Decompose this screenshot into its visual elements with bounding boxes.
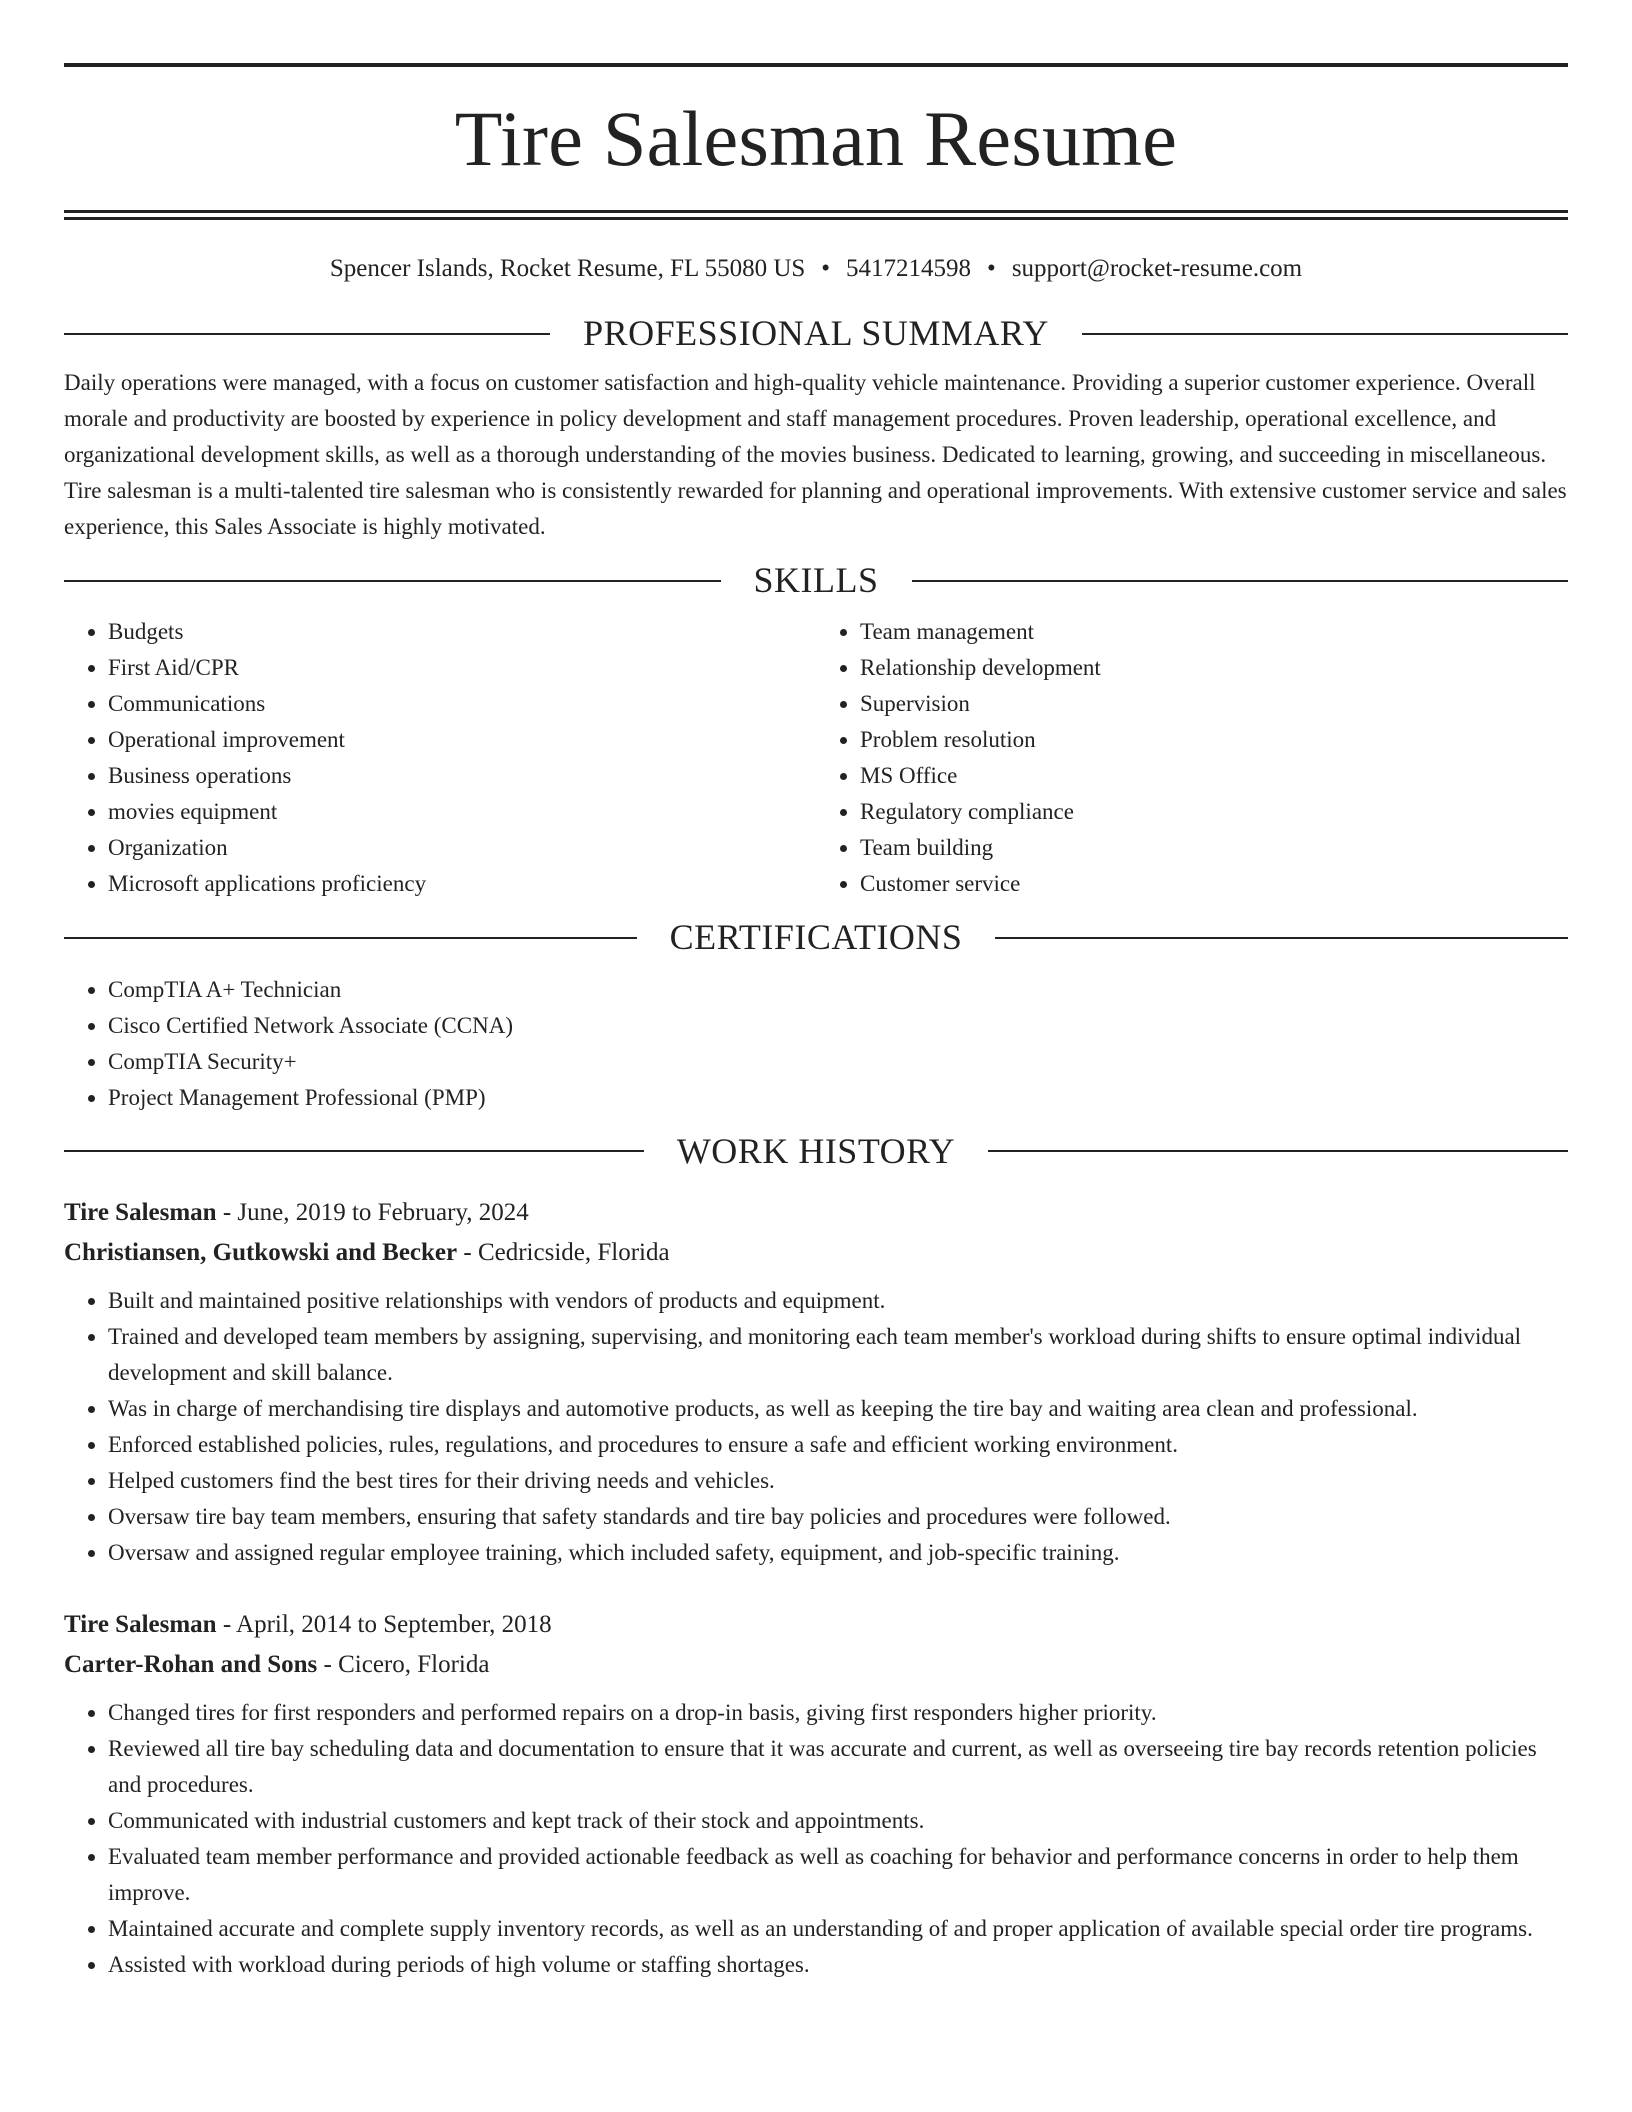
skill-item: • Budgets bbox=[108, 614, 816, 650]
job-entry bbox=[64, 1193, 1568, 1571]
job-bullet: • Oversaw and assigned regular employee training, which included safety, equipment, and job-specific training. bbox=[108, 1535, 1568, 1571]
skill-item: • Team building bbox=[860, 830, 1568, 866]
job-dash: - bbox=[216, 1198, 238, 1226]
skills-list-right bbox=[816, 614, 1568, 902]
title-double-rule bbox=[64, 210, 1568, 220]
page-title: Tire Salesman Resume bbox=[454, 95, 1178, 182]
job-bullets bbox=[64, 1283, 1568, 1571]
section-rule bbox=[64, 937, 637, 939]
job-bullet: • Enforced established policies, rules, regulations, and procedures to ensure a safe and efficient working environment. bbox=[108, 1427, 1568, 1463]
job-bullet: • Assisted with workload during periods of high volume or staffing shortages. bbox=[108, 1947, 1568, 1983]
skill-item: • Team management bbox=[860, 614, 1568, 650]
job-bullet: • Oversaw tire bay team members, ensuring that safety standards and tire bay policies and procedures were followed. bbox=[108, 1499, 1568, 1535]
work-history-list bbox=[64, 1193, 1568, 1983]
contact-separator: • bbox=[987, 255, 996, 282]
job-company: Carter-Rohan and Sons bbox=[64, 1650, 318, 1678]
contact-phone[interactable]: 5417214598 bbox=[846, 255, 972, 282]
certifications-section-header bbox=[64, 916, 1568, 959]
job-dates: April, 2014 to September, 2018 bbox=[236, 1610, 552, 1638]
certifications-heading: CERTIFICATIONS bbox=[669, 917, 963, 958]
job-title-line bbox=[64, 1605, 1568, 1645]
work-heading: WORK HISTORY bbox=[676, 1130, 956, 1171]
skill-item: • First Aid/CPR bbox=[108, 650, 816, 686]
top-rule bbox=[64, 63, 1568, 67]
certification-item: • CompTIA Security+ bbox=[108, 1044, 1568, 1080]
section-rule bbox=[988, 1150, 1568, 1152]
skill-item: • Communications bbox=[108, 686, 816, 722]
job-bullet: • Maintained accurate and complete supply inventory records, as well as an understanding of and proper application of available special order tire programs. bbox=[108, 1911, 1568, 1947]
skill-item: • Supervision bbox=[860, 686, 1568, 722]
contact-email[interactable]: support@rocket-resume.com bbox=[1011, 255, 1303, 282]
job-bullet: • Built and maintained positive relationships with vendors of products and equipment. bbox=[108, 1283, 1568, 1319]
certification-item: • Project Management Professional (PMP) bbox=[108, 1080, 1568, 1116]
job-company: Christiansen, Gutkowski and Becker bbox=[64, 1238, 458, 1266]
certification-item: • CompTIA A+ Technician bbox=[108, 972, 1568, 1008]
job-bullet: • Communicated with industrial customers and kept track of their stock and appointments. bbox=[108, 1803, 1568, 1839]
contact-address: Spencer Islands, Rocket Resume, FL 55080 US bbox=[329, 255, 806, 282]
skill-item: • Microsoft applications proficiency bbox=[108, 866, 816, 902]
contact-separator: • bbox=[821, 255, 831, 282]
job-dash: - bbox=[457, 1238, 478, 1266]
certification-item: • Cisco Certified Network Associate (CCNA) bbox=[108, 1008, 1568, 1044]
job-dates: June, 2019 to February, 2024 bbox=[237, 1198, 529, 1226]
job-company-line bbox=[64, 1233, 1568, 1273]
section-rule bbox=[64, 1150, 644, 1152]
skill-item: • Business operations bbox=[108, 758, 816, 794]
job-bullet: • Was in charge of merchandising tire displays and automotive products, as well as keeping the tire bay and waiting area clean and professional. bbox=[108, 1391, 1568, 1427]
job-bullets bbox=[64, 1695, 1568, 1983]
skill-item: • movies equipment bbox=[108, 794, 816, 830]
section-rule bbox=[912, 580, 1569, 582]
skills-list-left bbox=[64, 614, 816, 902]
job-title-line bbox=[64, 1193, 1568, 1233]
job-bullet: • Trained and developed team members by assigning, supervising, and monitoring each team member's workload during shifts to ensure optimal individual development and skill balance. bbox=[108, 1319, 1568, 1391]
section-rule bbox=[1082, 333, 1568, 335]
skill-item: • Customer service bbox=[860, 866, 1568, 902]
section-rule bbox=[995, 937, 1568, 939]
skill-item: • Regulatory compliance bbox=[860, 794, 1568, 830]
summary-section-header bbox=[64, 312, 1568, 355]
job-location: Cedricside, Florida bbox=[477, 1238, 670, 1266]
summary-heading: PROFESSIONAL SUMMARY bbox=[583, 313, 1049, 353]
skills-grid bbox=[64, 614, 1568, 902]
section-rule bbox=[64, 333, 550, 335]
skill-item: • Problem resolution bbox=[860, 722, 1568, 758]
skill-item: • Operational improvement bbox=[108, 722, 816, 758]
job-dash: - bbox=[216, 1610, 237, 1638]
job-title: Tire Salesman bbox=[64, 1198, 217, 1226]
summary-text: Daily operations were managed, with a focus on customer satisfaction and high-quality vehicle maintenance. Providing a superior customer experience. Overall morale and productivity are boosted by experience in policy development and staff management procedures. Proven leadership, operational excellence, and organizational development skills, as well as a thorough understanding of the movies business. Dedicated to learning, growing, and succeeding in miscellaneous. Tire salesman is a multi-talented tire salesman who is consistently rewarded for planning and operational improvements. With extensive customer service and sales experience, this Sales Associate is highly motivated. bbox=[64, 370, 1567, 540]
job-entry bbox=[64, 1605, 1568, 1983]
certifications-list bbox=[64, 972, 1568, 1116]
job-title: Tire Salesman bbox=[64, 1610, 217, 1638]
job-bullet: • Reviewed all tire bay scheduling data and documentation to ensure that it was accurate and current, as well as overseeing tire bay records retention policies and procedures. bbox=[108, 1731, 1568, 1803]
job-company-line bbox=[64, 1645, 1568, 1685]
work-section-header bbox=[64, 1130, 1568, 1173]
job-location: Cicero, Florida bbox=[338, 1650, 490, 1678]
skills-section-header bbox=[64, 559, 1568, 602]
job-bullet: • Evaluated team member performance and provided actionable feedback as well as coaching for behavior and performance concerns in order to help them improve. bbox=[108, 1839, 1568, 1911]
skill-item: • Relationship development bbox=[860, 650, 1568, 686]
job-dash: - bbox=[317, 1650, 339, 1678]
skills-heading: SKILLS bbox=[753, 560, 879, 601]
job-bullet: • Changed tires for first responders and performed repairs on a drop-in basis, giving first responders higher priority. bbox=[108, 1695, 1568, 1731]
section-rule bbox=[64, 580, 721, 582]
skill-item: • MS Office bbox=[860, 758, 1568, 794]
skill-item: • Organization bbox=[108, 830, 816, 866]
job-bullet: • Helped customers find the best tires for their driving needs and vehicles. bbox=[108, 1463, 1568, 1499]
contact-line bbox=[64, 254, 1568, 284]
